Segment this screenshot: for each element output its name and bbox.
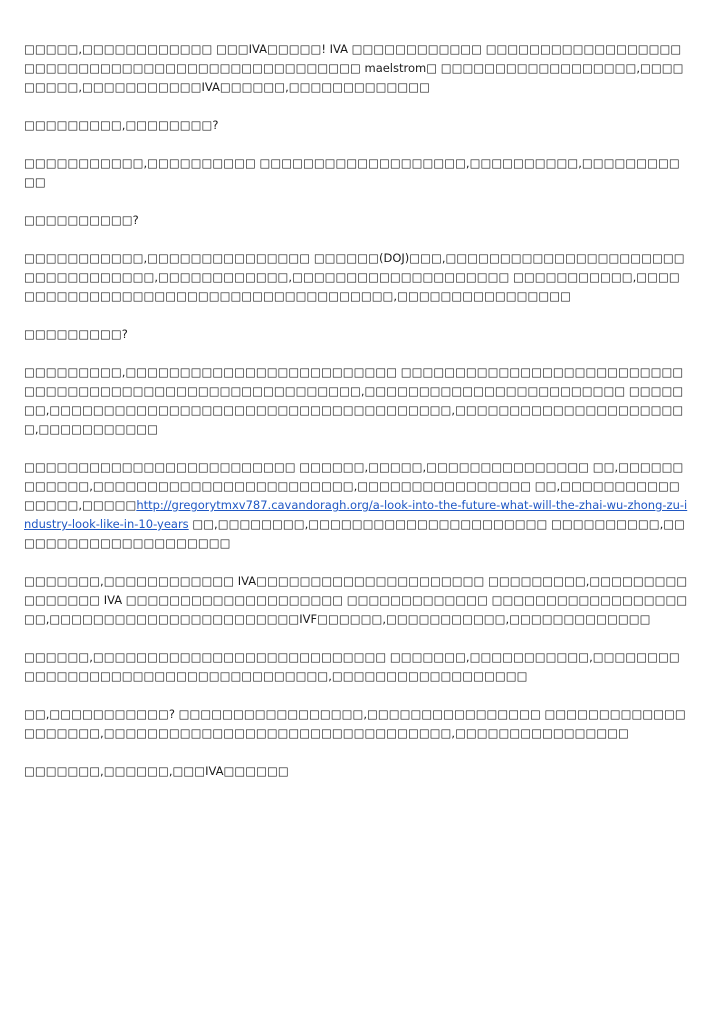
paragraph-11 — [24, 705, 688, 743]
paragraph-text: □□□□□□□□□□? — [24, 213, 139, 227]
paragraph-12 — [24, 762, 688, 781]
paragraph-9 — [24, 572, 688, 629]
paragraph-text: □□,□□□□□□□□□□□? □□□□□□□□□□□□□□□□□,□□□□□□□□□□□□□□□□ □□□□□□□□□□□□□□□□□□□□,□□□□□□□□□□□□□□□□□□□□□□□□□□□□□□□□,□□□□□□□□□□□□□□□□ — [24, 707, 686, 740]
article-link[interactable]: http://gregorytmxv787.cavandoragh.org/a-look-into-the-future-what-will-the-zhai-wu-zhong-zu-industry-look-like-in-10-years — [24, 498, 688, 531]
paragraph-text: □□□□□□□□□,□□□□□□□□□□□□□□□□□□□□□□□□□ □□□□□□□□□□□□□□□□□□□□□□□□□□□□□□□□□□□□□□□□□□□□□□□□□□□□□□□□□,□□□□□□□□□□□□□□□□□□□□□□□□ □□□□□□□,□□□□□□□□□□□□□□□□□□□□□□□□□□□□□□□□□□□□□,□□□□□□□□□□□□□□□□□□□□□□,□□□□□□□□□□□ — [24, 365, 684, 436]
paragraph-2 — [24, 116, 688, 135]
paragraph-4 — [24, 211, 688, 230]
paragraph-text-after-link: □□,□□□□□□□□,□□□□□□□□□□□□□□□□□□□□□□ □□□□□□□□□□,□□□□□□□□□□□□□□□□□□□□□ — [24, 517, 686, 550]
paragraph-text: □□□□□□□,□□□□□□□□□□□□ IVA□□□□□□□□□□□□□□□□□□□□□ □□□□□□□□□,□□□□□□□□□□□□□□□□ IVA □□□□□□□□□□□□□□□□□□□□ □□□□□□□□□□□□□ □□□□□□□□□□□□□□□□□□□□,□□□□□□□□□□□□□□□□□□□□□□□IVF□□□□□□,□□□□□□□□□□□,□□□□□□□□□□□□□ — [24, 574, 688, 626]
paragraph-text: □□□□□□□,□□□□□□,□□□IVA□□□□□□ — [24, 764, 289, 778]
paragraph-6 — [24, 325, 688, 344]
paragraph-5 — [24, 249, 688, 306]
paragraph-text: □□□□□,□□□□□□□□□□□□ □□□IVA□□□□□! IVA □□□□□□□□□□□□ □□□□□□□□□□□□□□□□□□□□□□□□□□□□□□□□□□□□□□□□□□□□□□□□□ maelstrom□ □□□□□□□□□□□□□□□□□□,□□□□□□□□□,□□□□□□□□□□□IVA□□□□□□,□□□□□□□□□□□□□ — [24, 42, 684, 94]
paragraph-7 — [24, 363, 688, 439]
paragraph-text: □□□□□□□□□,□□□□□□□□? — [24, 118, 219, 132]
paragraph-text: □□□□□□□□□□□□□□□□□□□□□□□□□ □□□□□□,□□□□□,□□□□□□□□□□□□□□□ □□,□□□□□□□□□□□□,□□□□□□□□□□□□□□□□□□□□□□□□,□□□□□□□□□□□□□□□□ □□,□□□□□□□□□□□□□□□□,□□□□□ — [24, 460, 684, 512]
paragraph-text: □□□□□□□□□□□,□□□□□□□□□□ □□□□□□□□□□□□□□□□□□□,□□□□□□□□□□,□□□□□□□□□□□ — [24, 156, 680, 189]
paragraph-text: □□□□□□□□□? — [24, 327, 128, 341]
paragraph-8 — [24, 458, 688, 553]
paragraph-3 — [24, 154, 688, 192]
paragraph-text: □□□□□□□□□□□,□□□□□□□□□□□□□□□ □□□□□□(DOJ)□□□,□□□□□□□□□□□□□□□□□□□□□□□□□□□□□□□□□□,□□□□□□□□□□□□,□□□□□□□□□□□□□□□□□□□□ □□□□□□□□□□□,□□□□□□□□□□□□□□□□□□□□□□□□□□□□□□□□□□□□□□,□□□□□□□□□□□□□□□□ — [24, 251, 685, 303]
paragraph-10 — [24, 648, 688, 686]
paragraph-text: □□□□□□,□□□□□□□□□□□□□□□□□□□□□□□□□□□ □□□□□□□,□□□□□□□□□□□,□□□□□□□□□□□□□□□□□□□□□□□□□□□□□□□□□□□□,□□□□□□□□□□□□□□□□□□ — [24, 650, 680, 683]
paragraph-1 — [24, 40, 688, 97]
